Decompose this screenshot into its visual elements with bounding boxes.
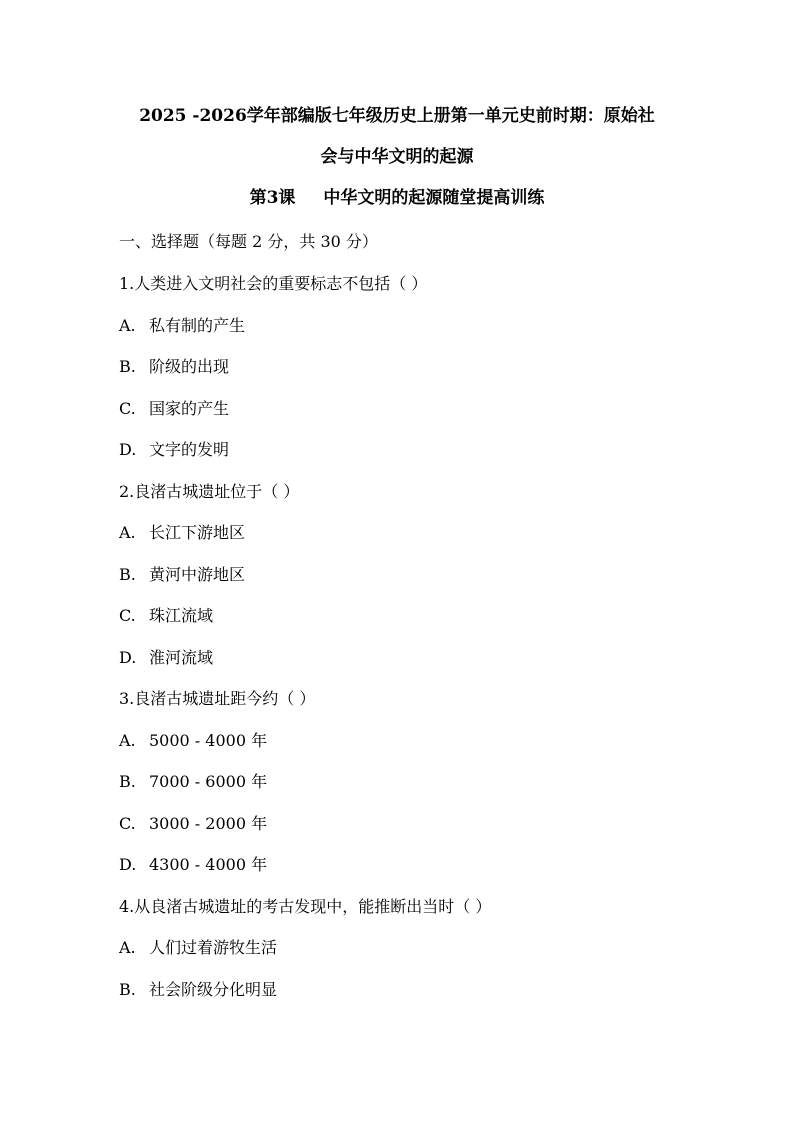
- option-letter: D.: [119, 855, 137, 874]
- option-letter: D.: [119, 648, 137, 667]
- option-letter: B.: [119, 980, 136, 999]
- option-text: 阶级的出现: [149, 357, 230, 376]
- option-text: 珠江流域: [149, 606, 214, 625]
- option-letter: D.: [119, 440, 137, 459]
- answer-option: [119, 730, 267, 752]
- answer-option: [119, 854, 267, 876]
- answer-option: [119, 771, 267, 793]
- answer-option: [119, 398, 229, 420]
- document-title-line-2: 会与中华文明的起源: [320, 147, 474, 167]
- option-text: 7000 - 6000 年: [149, 772, 268, 791]
- option-letter: A.: [119, 523, 136, 542]
- option-text: 文字的发明: [149, 440, 230, 459]
- answer-option: [119, 937, 277, 959]
- answer-option: [119, 522, 245, 544]
- answer-option: [119, 439, 229, 461]
- lesson-title: [90, 186, 704, 210]
- document-title-line-1: 2025 -2026学年部编版七年级历史上册第一单元史前时期：原始社: [139, 106, 655, 126]
- lesson-label: 第3课: [249, 188, 296, 208]
- answer-option: [119, 647, 213, 669]
- answer-option: [119, 356, 229, 378]
- option-text: 淮河流域: [149, 648, 214, 667]
- answer-option: [119, 979, 277, 1001]
- option-text: 黄河中游地区: [149, 565, 246, 584]
- option-letter: C.: [119, 606, 136, 625]
- answer-option: [119, 813, 267, 835]
- option-text: 国家的产生: [149, 399, 230, 418]
- option-letter: B.: [119, 565, 136, 584]
- option-text: 3000 - 2000 年: [149, 814, 268, 833]
- option-text: 人们过着游牧生活: [149, 938, 278, 957]
- answer-option: [119, 315, 245, 337]
- answer-option: [119, 605, 213, 627]
- option-text: 社会阶级分化明显: [149, 980, 278, 999]
- option-letter: A.: [119, 316, 136, 335]
- option-letter: C.: [119, 814, 136, 833]
- answer-option: [119, 564, 245, 586]
- option-text: 4300 - 4000 年: [149, 855, 268, 874]
- question-stem: 4.从良渚古城遗址的考古发现中，能推断出当时（ ）: [119, 897, 492, 916]
- option-text: 长江下游地区: [149, 523, 246, 542]
- option-text: 5000 - 4000 年: [149, 731, 268, 750]
- lesson-name: 中华文明的起源随堂提高训练: [323, 188, 545, 208]
- option-letter: A.: [119, 938, 136, 957]
- option-letter: B.: [119, 772, 136, 791]
- option-letter: C.: [119, 399, 136, 418]
- option-text: 私有制的产生: [149, 316, 246, 335]
- option-letter: A.: [119, 731, 136, 750]
- option-letter: B.: [119, 357, 136, 376]
- question-stem: 2.良渚古城遗址位于（ ）: [119, 482, 300, 501]
- question-stem: 3.良渚古城遗址距今约（ ）: [119, 689, 316, 708]
- question-stem: 1.人类进入文明社会的重要标志不包括（ ）: [119, 274, 428, 293]
- section-heading: 一、选择题（每题 2 分，共 30 分）: [119, 232, 378, 251]
